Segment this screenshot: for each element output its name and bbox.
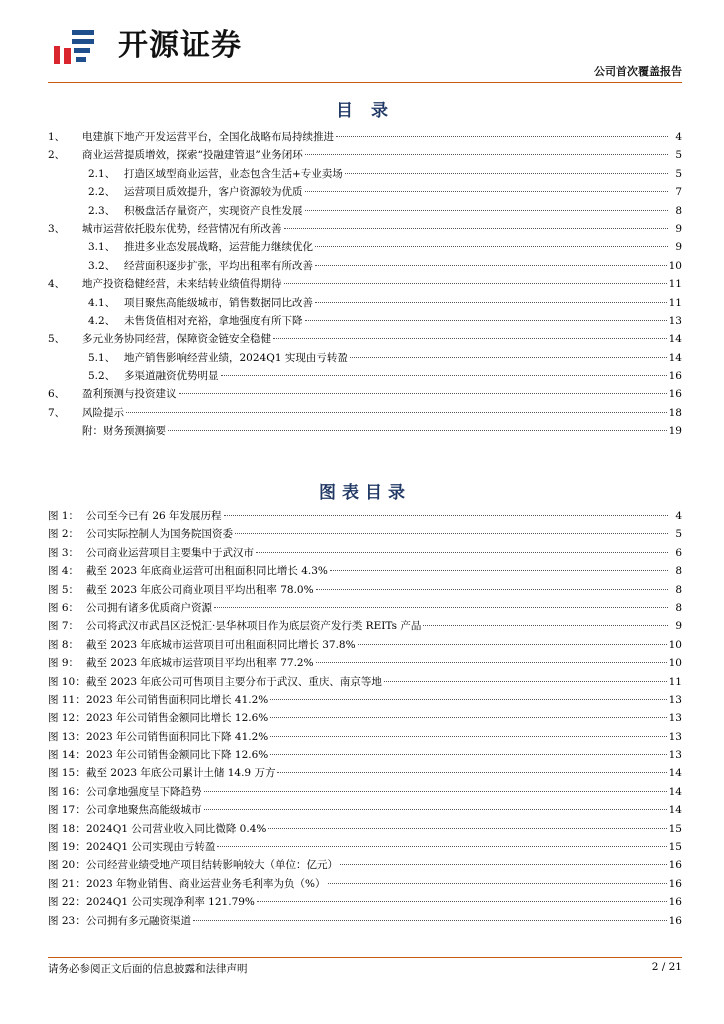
figure-entry[interactable] [48, 507, 682, 525]
toc-entry-title: 商业运营提质增效，探索“投融建管退”业务闭环 [82, 149, 303, 162]
dot-leader [336, 135, 668, 137]
dot-leader [316, 588, 668, 590]
figure-entry-page: 10 [668, 657, 682, 670]
toc-entry-number: 3、 [48, 222, 66, 235]
figure-entry-page: 16 [668, 896, 682, 909]
header-divider [48, 82, 682, 83]
figure-entry-title: 截至 2023 年底商业运营可出租面积同比增长 4.3% [86, 565, 328, 578]
dot-leader [221, 374, 667, 376]
toc-entry[interactable] [48, 330, 682, 348]
figure-entry-title: 2023 年公司销售面积同比下降 41.2% [86, 730, 269, 743]
dot-leader [315, 264, 667, 266]
figure-entry[interactable] [48, 673, 682, 691]
toc-entry[interactable] [48, 183, 682, 201]
figure-entry-number: 图 7： [48, 620, 80, 633]
toc-entry-page: 11 [668, 278, 682, 291]
figure-entry[interactable] [48, 581, 682, 599]
figure-entry[interactable] [48, 801, 682, 819]
dot-leader [305, 319, 667, 321]
toc-entry[interactable] [48, 422, 682, 440]
toc-entry-page: 5 [675, 167, 682, 180]
company-logo-icon [52, 26, 96, 66]
figure-entry-number: 图 13： [48, 730, 86, 743]
figure-entry-page: 15 [668, 822, 682, 835]
figure-entry-title: 截至 2023 年底公司累计土储 14.9 万方 [86, 767, 276, 780]
figure-entry-title: 截至 2023 年底公司商业项目平均出租率 78.0% [86, 583, 314, 596]
figure-entry-title: 截至 2023 年底城市运营项目平均出租率 77.2% [86, 657, 314, 670]
toc-entry-title: 多渠道融资优势明显 [124, 370, 219, 383]
dot-leader [305, 190, 669, 192]
toc-entry-page: 18 [668, 406, 682, 419]
figure-entry-title: 公司经营业绩受地产项目结转影响较大（单位：亿元） [86, 859, 338, 872]
figure-entry-number: 图 16： [48, 785, 86, 798]
figure-entry-title: 2024Q1 公司实现净利率 121.79% [86, 896, 255, 909]
figure-entry-page: 8 [675, 583, 682, 596]
toc-entry-number: 2.3、 [88, 204, 116, 217]
figure-entry-page: 8 [675, 601, 682, 614]
toc-entry-title: 未售货值相对充裕，拿地强度有所下降 [124, 314, 303, 327]
figure-entry-page: 5 [675, 528, 682, 541]
figure-list [48, 507, 682, 930]
figure-entry-number: 图 21： [48, 877, 86, 890]
figure-entry[interactable] [48, 856, 682, 874]
figure-entry-number: 图 23： [48, 914, 86, 927]
toc-entry[interactable] [48, 238, 682, 256]
dot-leader [256, 551, 668, 553]
toc-entry-page: 16 [668, 370, 682, 383]
toc-entry[interactable] [48, 257, 682, 275]
dot-leader [270, 716, 666, 718]
dot-leader [217, 845, 666, 847]
figure-entry-title: 2023 年公司销售金额同比增长 12.6% [86, 712, 269, 725]
toc-entry-number: 2.2、 [88, 186, 116, 199]
toc-entry[interactable] [48, 404, 682, 422]
toc-entry-title: 风险提示 [82, 406, 124, 419]
dot-leader [305, 209, 669, 211]
dot-leader [316, 661, 667, 663]
figure-entry[interactable] [48, 691, 682, 709]
figure-entry-title: 公司至今已有 26 年发展历程 [86, 510, 222, 522]
toc-entry-number: 3.1、 [88, 241, 116, 254]
toc-entry-number: 4.1、 [88, 296, 116, 309]
figure-entry-page: 14 [668, 804, 682, 817]
figure-entry-title: 2024Q1 公司营业收入同比微降 0.4% [86, 822, 267, 835]
dot-leader [305, 153, 668, 155]
figure-list-title: 图表目录 [319, 483, 411, 503]
toc-entry-page: 9 [675, 222, 682, 235]
toc-entry-title: 多元业务协同经营，保障资金链安全稳健 [82, 333, 271, 346]
dot-leader [204, 790, 667, 792]
figure-entry[interactable] [48, 525, 682, 543]
footer-disclaimer: 请务必参阅正文后面的信息披露和法律声明 [48, 963, 248, 975]
dot-leader [328, 882, 667, 884]
figure-entry-number: 图 22： [48, 896, 86, 909]
dot-leader [330, 569, 668, 571]
figure-entry[interactable] [48, 875, 682, 893]
report-type-label: 公司首次覆盖报告 [594, 65, 682, 78]
figure-entry-title: 公司实际控制人为国务院国资委 [86, 528, 233, 541]
figure-entry-number: 图 1： [48, 510, 80, 522]
figure-entry[interactable] [48, 764, 682, 782]
toc-entry[interactable] [48, 349, 682, 367]
figure-entry-page: 13 [668, 749, 682, 762]
dot-leader [270, 698, 666, 700]
figure-entry-page: 4 [675, 510, 682, 522]
figure-entry-number: 图 6： [48, 601, 80, 614]
toc-entry-title: 城市运营依托股东优势，经营情况有所改善 [82, 222, 282, 235]
toc-entry-page: 11 [668, 296, 682, 309]
dot-leader [315, 245, 668, 247]
toc-entry-number: 5.2、 [88, 370, 116, 383]
figure-entry-number: 图 14： [48, 749, 86, 762]
toc-entry-number: 1、 [48, 131, 66, 143]
toc-entry-number: 2、 [48, 149, 66, 162]
figure-entry[interactable] [48, 912, 682, 930]
figure-entry-number: 图 18： [48, 822, 86, 835]
dot-leader [179, 392, 667, 394]
toc-entry-page: 19 [668, 425, 682, 438]
toc-entry-number: 2.1、 [88, 167, 116, 180]
dot-leader [270, 753, 666, 755]
figure-entry[interactable] [48, 654, 682, 672]
toc-entry-title: 地产销售影响经营业绩，2024Q1 实现由亏转盈 [124, 351, 348, 364]
figure-entry-page: 10 [668, 638, 682, 651]
dot-leader [315, 301, 667, 303]
dot-leader [270, 735, 666, 737]
figure-entry-title: 公司拥有诸多优质商户资源 [86, 601, 212, 614]
figure-entry-page: 14 [668, 785, 682, 798]
figure-entry[interactable] [48, 746, 682, 764]
figure-entry-number: 图 8： [48, 638, 80, 651]
toc-entry-number: 5、 [48, 333, 66, 346]
figure-entry-number: 图 11： [48, 693, 86, 706]
toc-entry-page: 4 [675, 131, 682, 143]
dot-leader [384, 680, 667, 682]
figure-entry-number: 图 5： [48, 583, 80, 596]
dot-leader [204, 808, 667, 810]
dot-leader [273, 337, 667, 339]
figure-entry-page: 8 [675, 565, 682, 578]
toc-entry-title: 项目聚焦高能级城市，销售数据同比改善 [124, 296, 313, 309]
dot-leader [126, 411, 667, 413]
dot-leader [345, 172, 668, 174]
figure-entry-number: 图 20： [48, 859, 86, 872]
figure-entry-number: 图 17： [48, 804, 86, 817]
toc-entry[interactable] [48, 312, 682, 330]
toc-entry[interactable] [48, 165, 682, 183]
figure-entry[interactable] [48, 562, 682, 580]
figure-entry-title: 2024Q1 公司实现由亏转盈 [86, 841, 216, 854]
toc-entry-page: 7 [675, 186, 682, 199]
figure-entry-title: 2023 年公司销售面积同比增长 41.2% [86, 693, 269, 706]
figure-entry[interactable] [48, 709, 682, 727]
figure-entry-title: 公司商业运营项目主要集中于武汉市 [86, 546, 254, 559]
figure-entry-number: 图 4： [48, 565, 80, 578]
toc-entry-page: 5 [675, 149, 682, 162]
dot-leader [168, 429, 667, 431]
figure-entry-title: 截至 2023 年底公司可售项目主要分布于武汉、重庆、南京等地 [86, 675, 382, 688]
toc-entry-page: 14 [668, 351, 682, 364]
dot-leader [193, 919, 667, 921]
page-header [48, 20, 682, 82]
figure-entry-number: 图 19： [48, 841, 86, 854]
toc-entry-title: 盈利预测与投资建议 [82, 388, 177, 401]
figure-entry-number: 图 10： [48, 675, 86, 688]
figure-entry-title: 2023 年物业销售、商业运营业务毛利率为负（%） [86, 877, 326, 890]
figure-entry-page: 9 [675, 620, 682, 633]
figure-entry-page: 15 [668, 841, 682, 854]
dot-leader [358, 643, 667, 645]
toc-entry-title: 积极盘活存量资产，实现资产良性发展 [124, 204, 303, 217]
toc-entry-title: 地产投资稳健经营，未来结转业绩值得期待 [82, 278, 282, 291]
dot-leader [214, 606, 668, 608]
toc-entry[interactable] [48, 146, 682, 164]
dot-leader [224, 514, 668, 516]
toc-entry[interactable] [48, 202, 682, 220]
dot-leader [235, 532, 668, 534]
toc-entry[interactable] [48, 220, 682, 238]
toc-entry-page: 10 [668, 259, 682, 272]
toc-entry-title: 电建旗下地产开发运营平台，全国化战略布局持续推进 [82, 131, 334, 143]
figure-entry-page: 13 [668, 730, 682, 743]
figure-entry-number: 图 2： [48, 528, 80, 541]
footer-divider [48, 957, 682, 958]
toc-entry-number: 6、 [48, 388, 66, 401]
figure-entry[interactable] [48, 599, 682, 617]
toc-entry-page: 8 [675, 204, 682, 217]
toc-entry-title: 附：财务预测摘要 [82, 425, 166, 438]
toc-entry[interactable] [48, 367, 682, 385]
toc-entry-title: 推进多业态发展战略，运营能力继续优化 [124, 241, 313, 254]
figure-entry-title: 公司拥有多元融资渠道 [86, 914, 191, 927]
figure-entry-number: 图 3： [48, 546, 80, 559]
dot-leader [340, 863, 667, 865]
page-number: 2 / 21 [651, 961, 682, 973]
figure-entry-number: 图 12： [48, 712, 86, 725]
dot-leader [350, 356, 667, 358]
toc-entry-number: 4、 [48, 278, 66, 291]
toc-entry[interactable] [48, 385, 682, 403]
figure-entry[interactable] [48, 728, 682, 746]
dot-leader [284, 227, 669, 229]
figure-entry[interactable] [48, 820, 682, 838]
dot-leader [257, 900, 667, 902]
figure-entry-title: 截至 2023 年底城市运营项目可出租面积同比增长 37.8% [86, 638, 356, 651]
toc-entry-page: 14 [668, 333, 682, 346]
figure-entry-page: 6 [675, 546, 682, 559]
dot-leader [284, 282, 667, 284]
dot-leader [423, 624, 668, 626]
figure-entry[interactable] [48, 893, 682, 911]
figure-entry[interactable] [48, 544, 682, 562]
figure-entry-number: 图 15： [48, 767, 86, 780]
toc-entry-number: 4.2、 [88, 314, 116, 327]
dot-leader [277, 771, 666, 773]
figure-entry-title: 公司拿地强度呈下降趋势 [86, 785, 202, 798]
toc-entry-number: 3.2、 [88, 259, 116, 272]
toc-entry-page: 13 [668, 314, 682, 327]
toc-entry-number: 5.1、 [88, 351, 116, 364]
figure-entry[interactable] [48, 838, 682, 856]
figure-entry-page: 16 [668, 877, 682, 890]
company-logo-text: 开源证券 [118, 28, 242, 63]
toc-entry-page: 16 [668, 388, 682, 401]
figure-entry[interactable] [48, 636, 682, 654]
figure-entry-page: 13 [668, 693, 682, 706]
figure-entry-page: 16 [668, 914, 682, 927]
figure-entry-page: 11 [668, 675, 682, 688]
figure-entry-title: 2023 年公司销售金额同比下降 12.6% [86, 749, 269, 762]
figure-entry-page: 14 [668, 767, 682, 780]
toc-title: 目 录 [336, 101, 394, 121]
toc-entry-page: 9 [675, 241, 682, 254]
toc-entry-title: 打造区域型商业运营，业态包含生活+专业卖场 [124, 167, 343, 180]
figure-entry-page: 13 [668, 712, 682, 725]
figure-entry[interactable] [48, 617, 682, 635]
figure-entry[interactable] [48, 783, 682, 801]
toc-entry[interactable] [48, 275, 682, 293]
toc-entry-title: 运营项目质效提升，客户资源较为优质 [124, 186, 303, 199]
dot-leader [268, 827, 666, 829]
figure-entry-number: 图 9： [48, 657, 80, 670]
toc-entry[interactable] [48, 128, 682, 146]
toc-entry-number: 7、 [48, 406, 66, 419]
figure-entry-page: 16 [668, 859, 682, 872]
toc-entry-title: 经营面积逐步扩张，平均出租率有所改善 [124, 259, 313, 272]
figure-entry-title: 公司将武汉市武昌区泛悦汇·昙华林项目作为底层资产发行类 REITs 产品 [86, 620, 422, 633]
toc-entry[interactable] [48, 294, 682, 312]
toc-list [48, 128, 682, 441]
figure-entry-title: 公司拿地聚焦高能级城市 [86, 804, 202, 817]
